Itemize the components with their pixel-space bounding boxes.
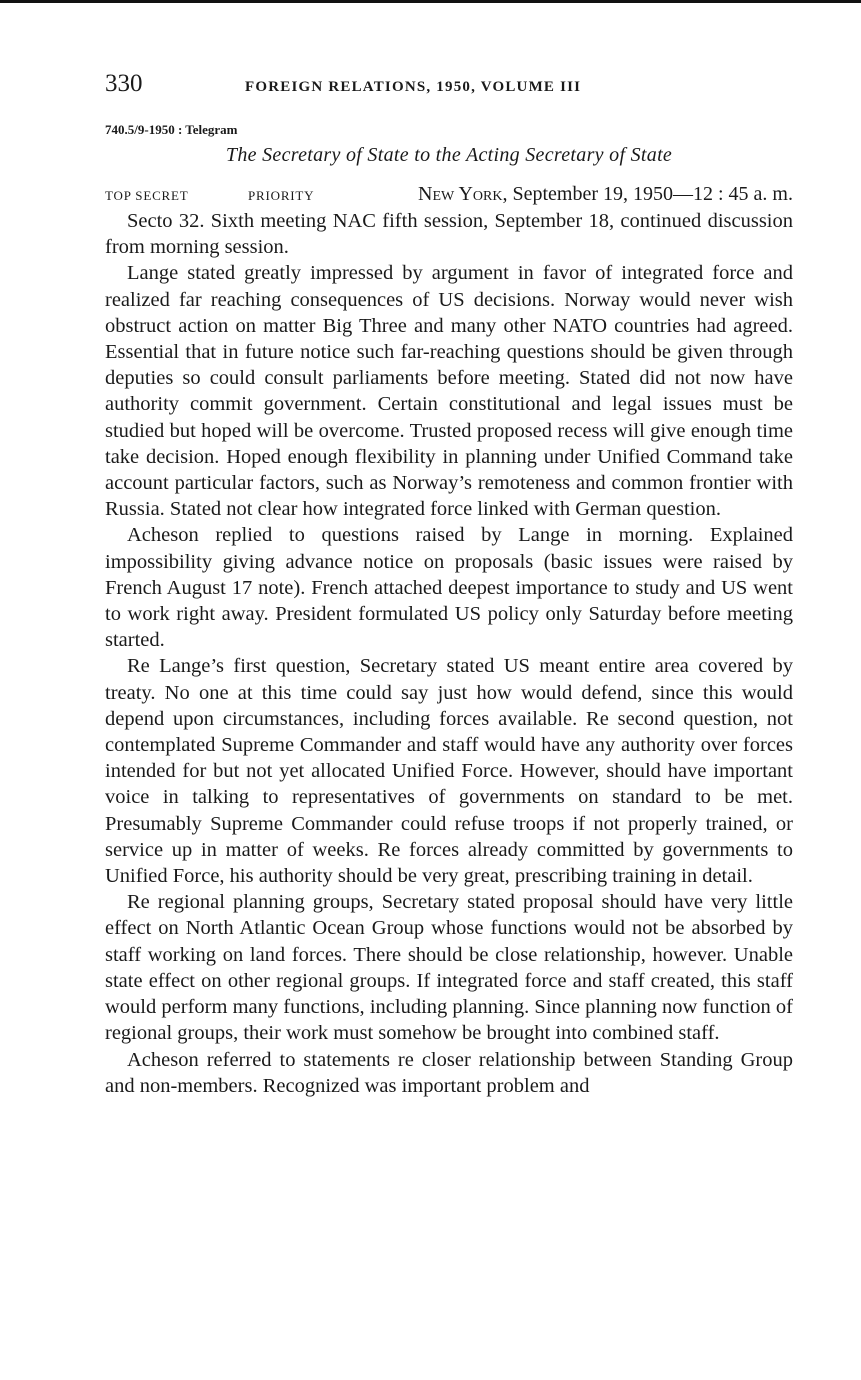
precedence-label: PRIORITY <box>248 188 315 203</box>
classification-label: TOP SECRET <box>105 188 189 203</box>
date-time: September 19, 1950—12 : 45 a. m. <box>512 183 793 205</box>
place: New York, <box>418 183 508 205</box>
document-title: The Secretary of State to the Acting Secretary of State <box>225 144 673 166</box>
running-title: FOREIGN RELATIONS, 1950, VOLUME III <box>245 79 582 95</box>
paragraph-4: Re Lange’s first question, Secretary stated US meant entire area covered by treaty. No one at this time could say just how would defend, since this would depend upon circumstances, including forces available. Re second question, not contemplated Supreme Commander and staff would have any authority over forces intended for but not yet allocated Unified Force. However, should have important voice in talking to representatives of governments on standard to be met. Presumably Supreme Commander could refuse troops if not properly trained, or service up in matter of weeks. Re forces already committed by governments to Unified Force, his authority should be very great, prescribing training in detail. <box>105 655 793 888</box>
page-number: 330 <box>105 70 143 97</box>
place-and-date <box>361 183 793 206</box>
page-top-edge <box>0 0 861 3</box>
file-reference: 740.5/9-1950 : Telegram <box>105 122 238 137</box>
paragraph-1: Secto 32. Sixth meeting NAC fifth session, September 18, continued discussion from morning session. <box>105 210 793 259</box>
paragraph-2: Lange stated greatly impressed by argument in favor of integrated force and realized far reaching consequences of US decisions. Norway would never wish obstruct action on matter Big Three and many other NATO countries had agreed. Essential that in future notice such far-reaching questions should be given through deputies so could consult parliaments before meeting. Stated did not now have authority commit government. Certain constitutional and legal issues must be studied but hoped will be overcome. Trusted proposed recess will give enough time take decision. Hoped enough flexibility in planning under Unified Command take account particular factors, such as Norway’s remoteness and common frontier with Russia. Stated not clear how integrated force linked with German question. <box>105 262 793 521</box>
paragraph-3: Acheson replied to questions raised by Lange in morning. Explained impossibility giving advance notice on proposals (basic issues were raised by French August 17 note). French attached deepest importance to study and US went to work right away. President formulated US policy only Saturday before meeting started. <box>105 524 793 652</box>
paragraph-6: Acheson referred to statements re closer relationship between Standing Group and non-members. Recognized was important problem and <box>105 1048 793 1097</box>
document-page <box>105 70 793 1099</box>
running-header <box>105 70 793 110</box>
paragraph-5: Re regional planning groups, Secretary stated proposal should have very little effect on North Atlantic Ocean Group whose functions would not be absorbed by staff working on land forces. There should be close relationship, however. Unable state effect on other regional groups. If integrated force and staff created, this staff would perform many functions, including planning. Since planning now function of regional groups, their work must somehow be brought into combined staff. <box>105 891 793 1045</box>
telegram-body <box>105 208 793 1099</box>
dateline <box>105 183 793 206</box>
